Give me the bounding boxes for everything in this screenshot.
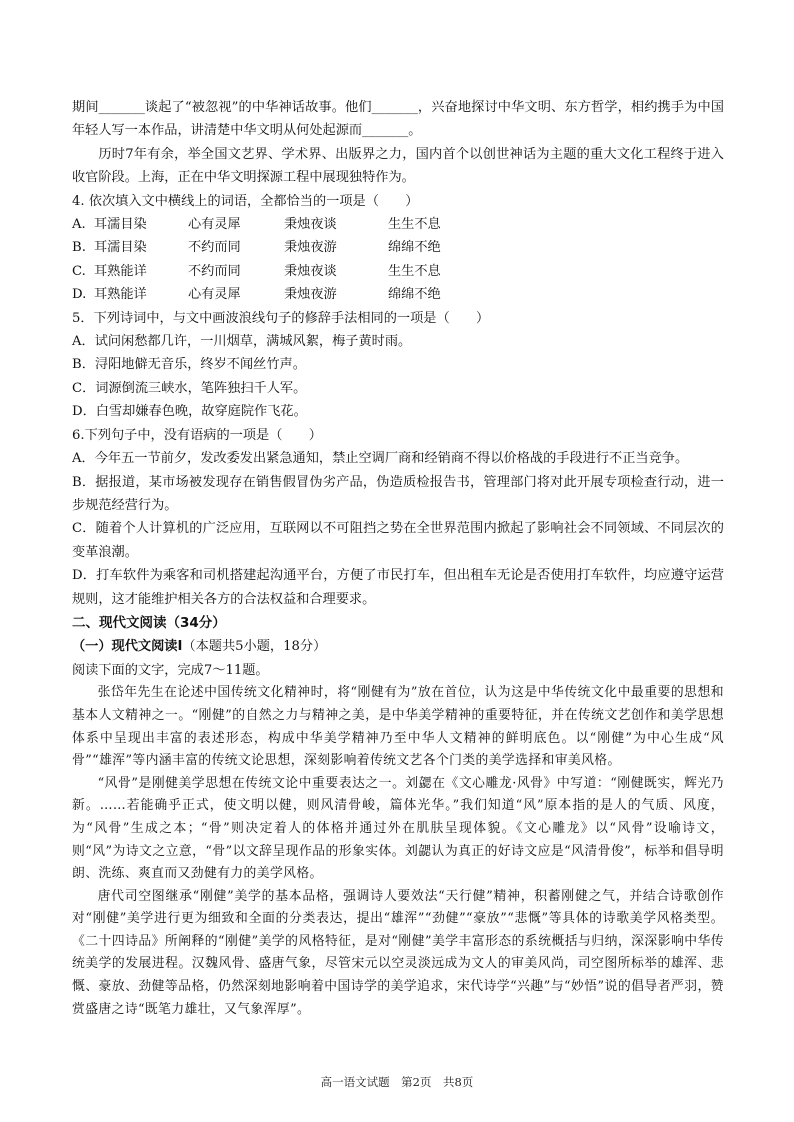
exam-page <box>72 96 724 1021</box>
option-word: 耳熟能详 <box>94 287 147 303</box>
section-heading: 二、现代文阅读（34分） <box>72 614 226 631</box>
option-word: 心有灵犀 <box>188 287 241 303</box>
option-word: 生生不息 <box>388 217 441 233</box>
subsection-title: （一）现代文阅读Ⅰ <box>72 638 183 654</box>
option-word: 秉烛夜谈 <box>284 263 337 279</box>
question-5-option-c: C．词源倒流三峡水，笔阵独扫千人军。 <box>72 380 307 396</box>
page-footer: 高一语文试题 第2页 共8页 <box>320 1075 474 1089</box>
question-6-option-a: A．今年五一节前夕，发改委发出紧急通知，禁止空调厂商和经销商不得以价格战的手段进行不正当竞争。 <box>72 451 689 467</box>
question-4-option-c <box>72 260 724 283</box>
option-label: C. <box>72 263 86 279</box>
option-word: 绵绵不绝 <box>388 287 441 303</box>
option-word: 耳熟能详 <box>94 263 147 279</box>
question-4-option-b <box>72 236 724 259</box>
option-word: 秉烛夜游 <box>284 287 337 303</box>
option-word: 绵绵不绝 <box>388 240 441 256</box>
subsection-heading <box>72 635 724 659</box>
option-label: B. <box>72 240 86 256</box>
option-word: 秉烛夜游 <box>284 240 337 256</box>
question-5-option-d: D．白雪却嫌春色晚，故穿庭院作飞花。 <box>72 404 307 420</box>
article-paragraph-2: “风骨”是刚健美学思想在传统文论中重要表达之一。刘勰在《文心雕龙·风骨》中写道：“刚健既实，辉光乃新。……若能确乎正式，使文明以健，则风清骨峻，篇体光华。”我们知道“风”原本指的是人的气质、风度，为“风骨”生成之本；“骨”则决定着人的体格并通过外在肌肤呈现体貌。《文心雕龙》以“风骨”设喻诗文，则“风”为诗文之立意，“骨”以文辞呈现作品的形象实体。刘勰认为真正的好诗文应是“风清骨俊”，标举和倡导明朗、洗练、爽直而又劲健有力的美学风格。 <box>72 775 724 882</box>
question-5-stem: 5．下列诗词中，与文中画波浪线句子的修辞手法相同的一项是（ ） <box>72 310 490 326</box>
question-6-option-c: C．随着个人计算机的广泛应用，互联网以不可阻挡之势在全世界范围内掀起了影响社会不同领域、不同层次的变革浪潮。 <box>72 521 724 560</box>
passage-paragraph-1: 期间_______谈起了“被忽视”的中华神话故事。他们_______，兴奋地探讨中华文明、东方哲学，相约携手为中国年轻人写一本作品，讲清楚中华文明从何处起源而_______。 <box>72 100 724 139</box>
passage-paragraph-2: 历时7年有余，举全国文艺界、学术界、出版界之力，国内首个以创世神话为主题的重大文化工程终于进入收官阶段。上海，正在中华文明探源工程中展现独特作为。 <box>72 146 724 186</box>
article-paragraph-1: 张岱年先生在论述中国传统文化精神时，将“刚健有为”放在首位，认为这是中华传统文化中最重要的思想和基本人文精神之一。“刚健”的自然之力与精神之美，是中华美学精神的重要特征，并在传统文艺创作和美学思想体系中呈现出丰富的表述形态，构成中华美学精神乃至中华人文精神的鲜明底色。以“刚健”为中心生成“风骨”“雄浑”等内涵丰富的传统文论思想，深刻影响着传统文艺各个门类的美学选择和审美风格。 <box>72 685 724 769</box>
reading-instruction: 阅读下面的文字，完成7～11题。 <box>72 662 269 678</box>
option-word: 不约而同 <box>188 240 241 256</box>
option-word: 生生不息 <box>388 263 441 279</box>
question-6-stem: 6.下列句子中，没有语病的一项是（ ） <box>72 427 322 443</box>
option-label: A. <box>72 217 86 233</box>
question-5-option-b: B．浔阳地僻无音乐，终岁不闻丝竹声。 <box>72 357 306 373</box>
option-word: 耳濡目染 <box>94 217 147 233</box>
question-6-option-d: D．打车软件为乘客和司机搭建起沟通平台，方便了市民打车，但出租车无论是否使用打车软件，均应遵守运营规则，这才能维护相关各方的合法权益和合理要求。 <box>72 568 724 607</box>
question-4-option-a <box>72 213 724 236</box>
question-5-option-a: A．试问闲愁都几许，一川烟草，满城风絮，梅子黄时雨。 <box>72 334 412 350</box>
article-paragraph-3: 唐代司空图继承“刚健”美学的基本品格，强调诗人要效法“天行健”精神，积蓄刚健之气，并结合诗歌创作对“刚健”美学进行更为细致和全面的分类表达，提出“雄浑”“劲健”“豪放”“悲慨”等具体的诗歌美学风格类型。《二十四诗品》所阐释的“刚健”美学的风格特征，是对“刚健”美学丰富形态的系统概括与归纳，深深影响中华传统美学的发展进程。汉魏风骨、盛唐气象，尽管宋元以空灵淡远成为文人的审美风尚，司空图所标举的雄浑、悲慨、豪放、劲健等品格，仍然深刻地影响着中国诗学的美学追求，宋代诗学“兴趣”与“妙悟”说的倡导者严羽，赞赏盛唐之诗“既笔力雄壮，又气象浑厚”。 <box>72 888 724 1017</box>
option-word: 不约而同 <box>188 263 241 279</box>
question-4-option-d <box>72 283 724 306</box>
option-word: 心有灵犀 <box>188 217 241 233</box>
question-6-option-b: B．据报道，某市场被发现存在销售假冒伪劣产品，伪造质检报告书，管理部门将对此开展专项检查行动，进一步规范经营行为。 <box>72 474 724 513</box>
subsection-note: （本题共5小题，18分） <box>182 638 327 654</box>
option-word: 耳濡目染 <box>94 240 147 256</box>
option-label: D. <box>72 287 87 303</box>
question-4-stem: 4. 依次填入文中横线上的词语，全都恰当的一项是（ ） <box>72 193 419 209</box>
option-word: 秉烛夜谈 <box>284 217 337 233</box>
